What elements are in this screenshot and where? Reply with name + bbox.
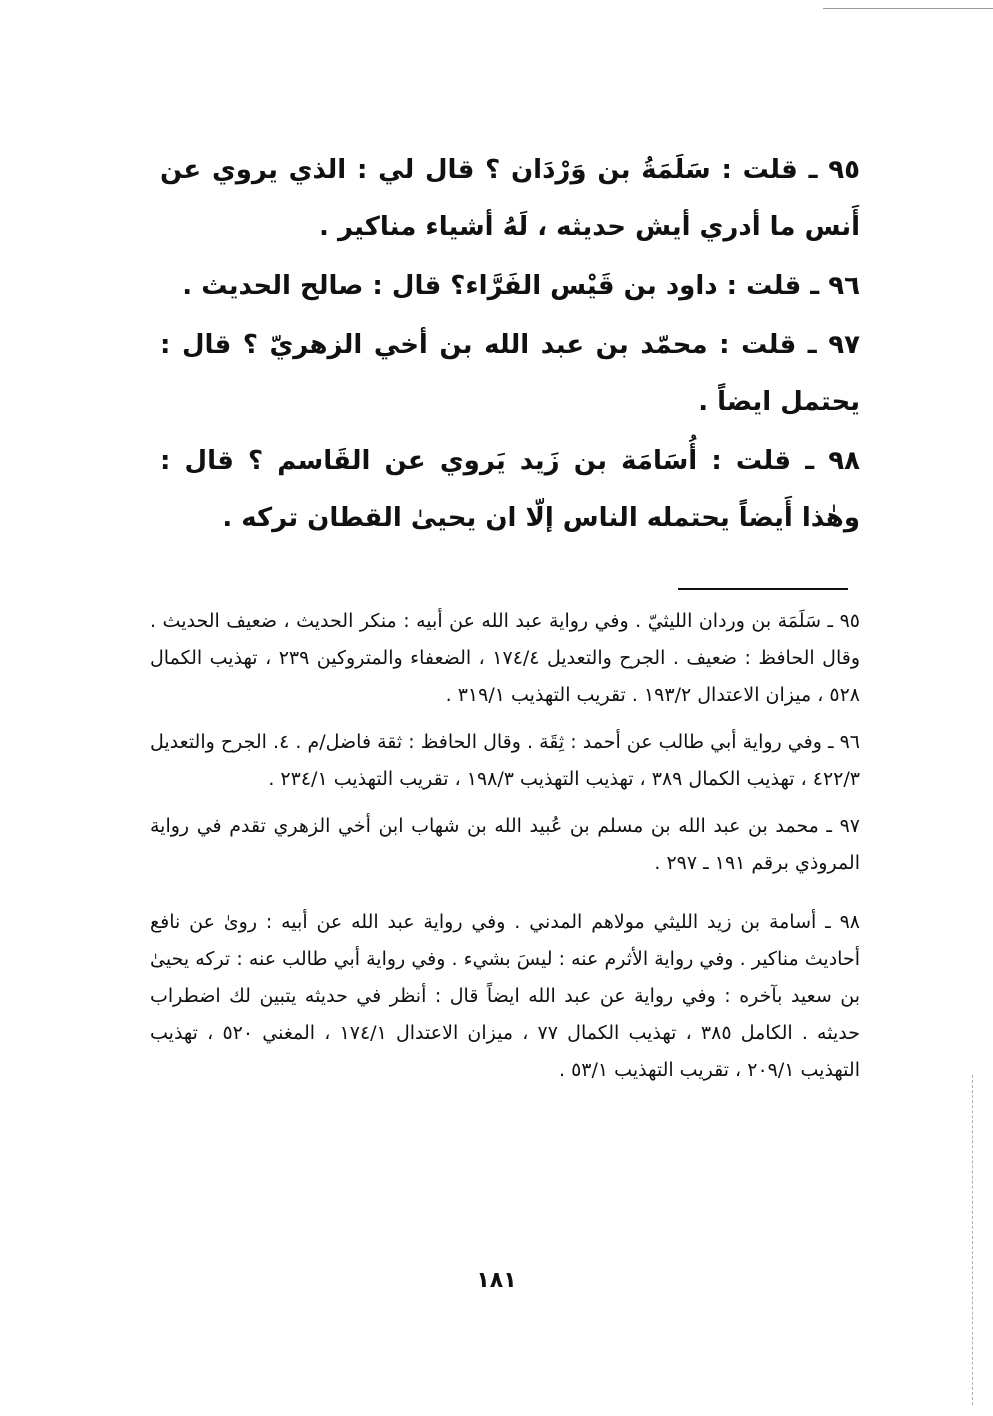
entry-98: ٩٨ ـ قلت : أُسَامَة بن زَيد يَروي عن القَاسم ؟ قال : وهٰذا أَيضاً يحتمله الناس إلّا ان يحيىٰ القطان تركه .: [160, 446, 860, 533]
footnote-95: ٩٥ ـ سَلَمَة بن وردان الليثيّ . وفي رواية عبد الله عن أبيه : منكر الحديث ، ضعيف الحديث . وقال الحافظ : ضعيف . الجرح والتعديل ١٧٤/٤ ، الضعفاء والمتروكين ٢٣٩ ، تهذيب الكمال ٥٢٨ ، ميزان الاعتدال ١٩٣/٢ . تقريب التهذيب ٣١٩/١ .: [150, 610, 860, 706]
top-edge-rule: [823, 8, 993, 9]
footnote-97: ٩٧ ـ محمد بن عبد الله بن مسلم بن عُبيد الله بن شهاب ابن أخي الزهري تقدم في رواية المروذي برقم ١٩١ ـ ٢٩٧ .: [150, 815, 860, 874]
footnote-separator: [678, 588, 848, 590]
main-text: [160, 142, 860, 549]
footnote-98: ٩٨ ـ أسامة بن زيد الليثي مولاهم المدني . وفي رواية عبد الله عن أبيه : روىٰ عن نافع أحاديث مناكير . وفي رواية الأثرم عنه : ليسَ بشيء . وفي رواية أبي طالب عنه : تركه يحيىٰ بن سعيد بآخره : وفي رواية عن عبد الله ايضاً قال : أنظر في حديثه يتبين لك اضطراب حديثه . الكامل ٣٨٥ ، تهذيب الكمال ٧٧ ، ميزان الاعتدال ١٧٤/١ ، المغني ٥٢٠ ، تهذيب التهذيب ٢٠٩/١ ، تقريب التهذيب ٥٣/١ .: [150, 911, 860, 1081]
page-number: ١٨١: [476, 1268, 517, 1293]
entry-96: ٩٦ ـ قلت : داود بن قَيْس الفَرَّاء؟ قال : صالح الحديث .: [182, 271, 860, 301]
footnotes: [150, 603, 860, 1099]
margin-scan-mark: [972, 1075, 973, 1405]
entry-97: ٩٧ ـ قلت : محمّد بن عبد الله بن أخي الزهريّ ؟ قال : يحتمل ايضاً .: [160, 330, 860, 417]
entry-95: ٩٥ ـ قلت : سَلَمَةُ بن وَرْدَان ؟ قال لي : الذي يروي عن أَنس ما أدري أيش حديثه ، لَهُ أشياء مناكير .: [160, 155, 860, 242]
footnote-96: ٩٦ ـ وفي رواية أبي طالب عن أحمد : ثِقَة . وقال الحافظ : ثقة فاضل/م . ٤. الجرح والتعديل ٤٢٢/٣ ، تهذيب الكمال ٣٨٩ ، تهذيب التهذيب ١٩٨/٣ ، تقريب التهذيب ٢٣٤/١ .: [150, 731, 861, 790]
